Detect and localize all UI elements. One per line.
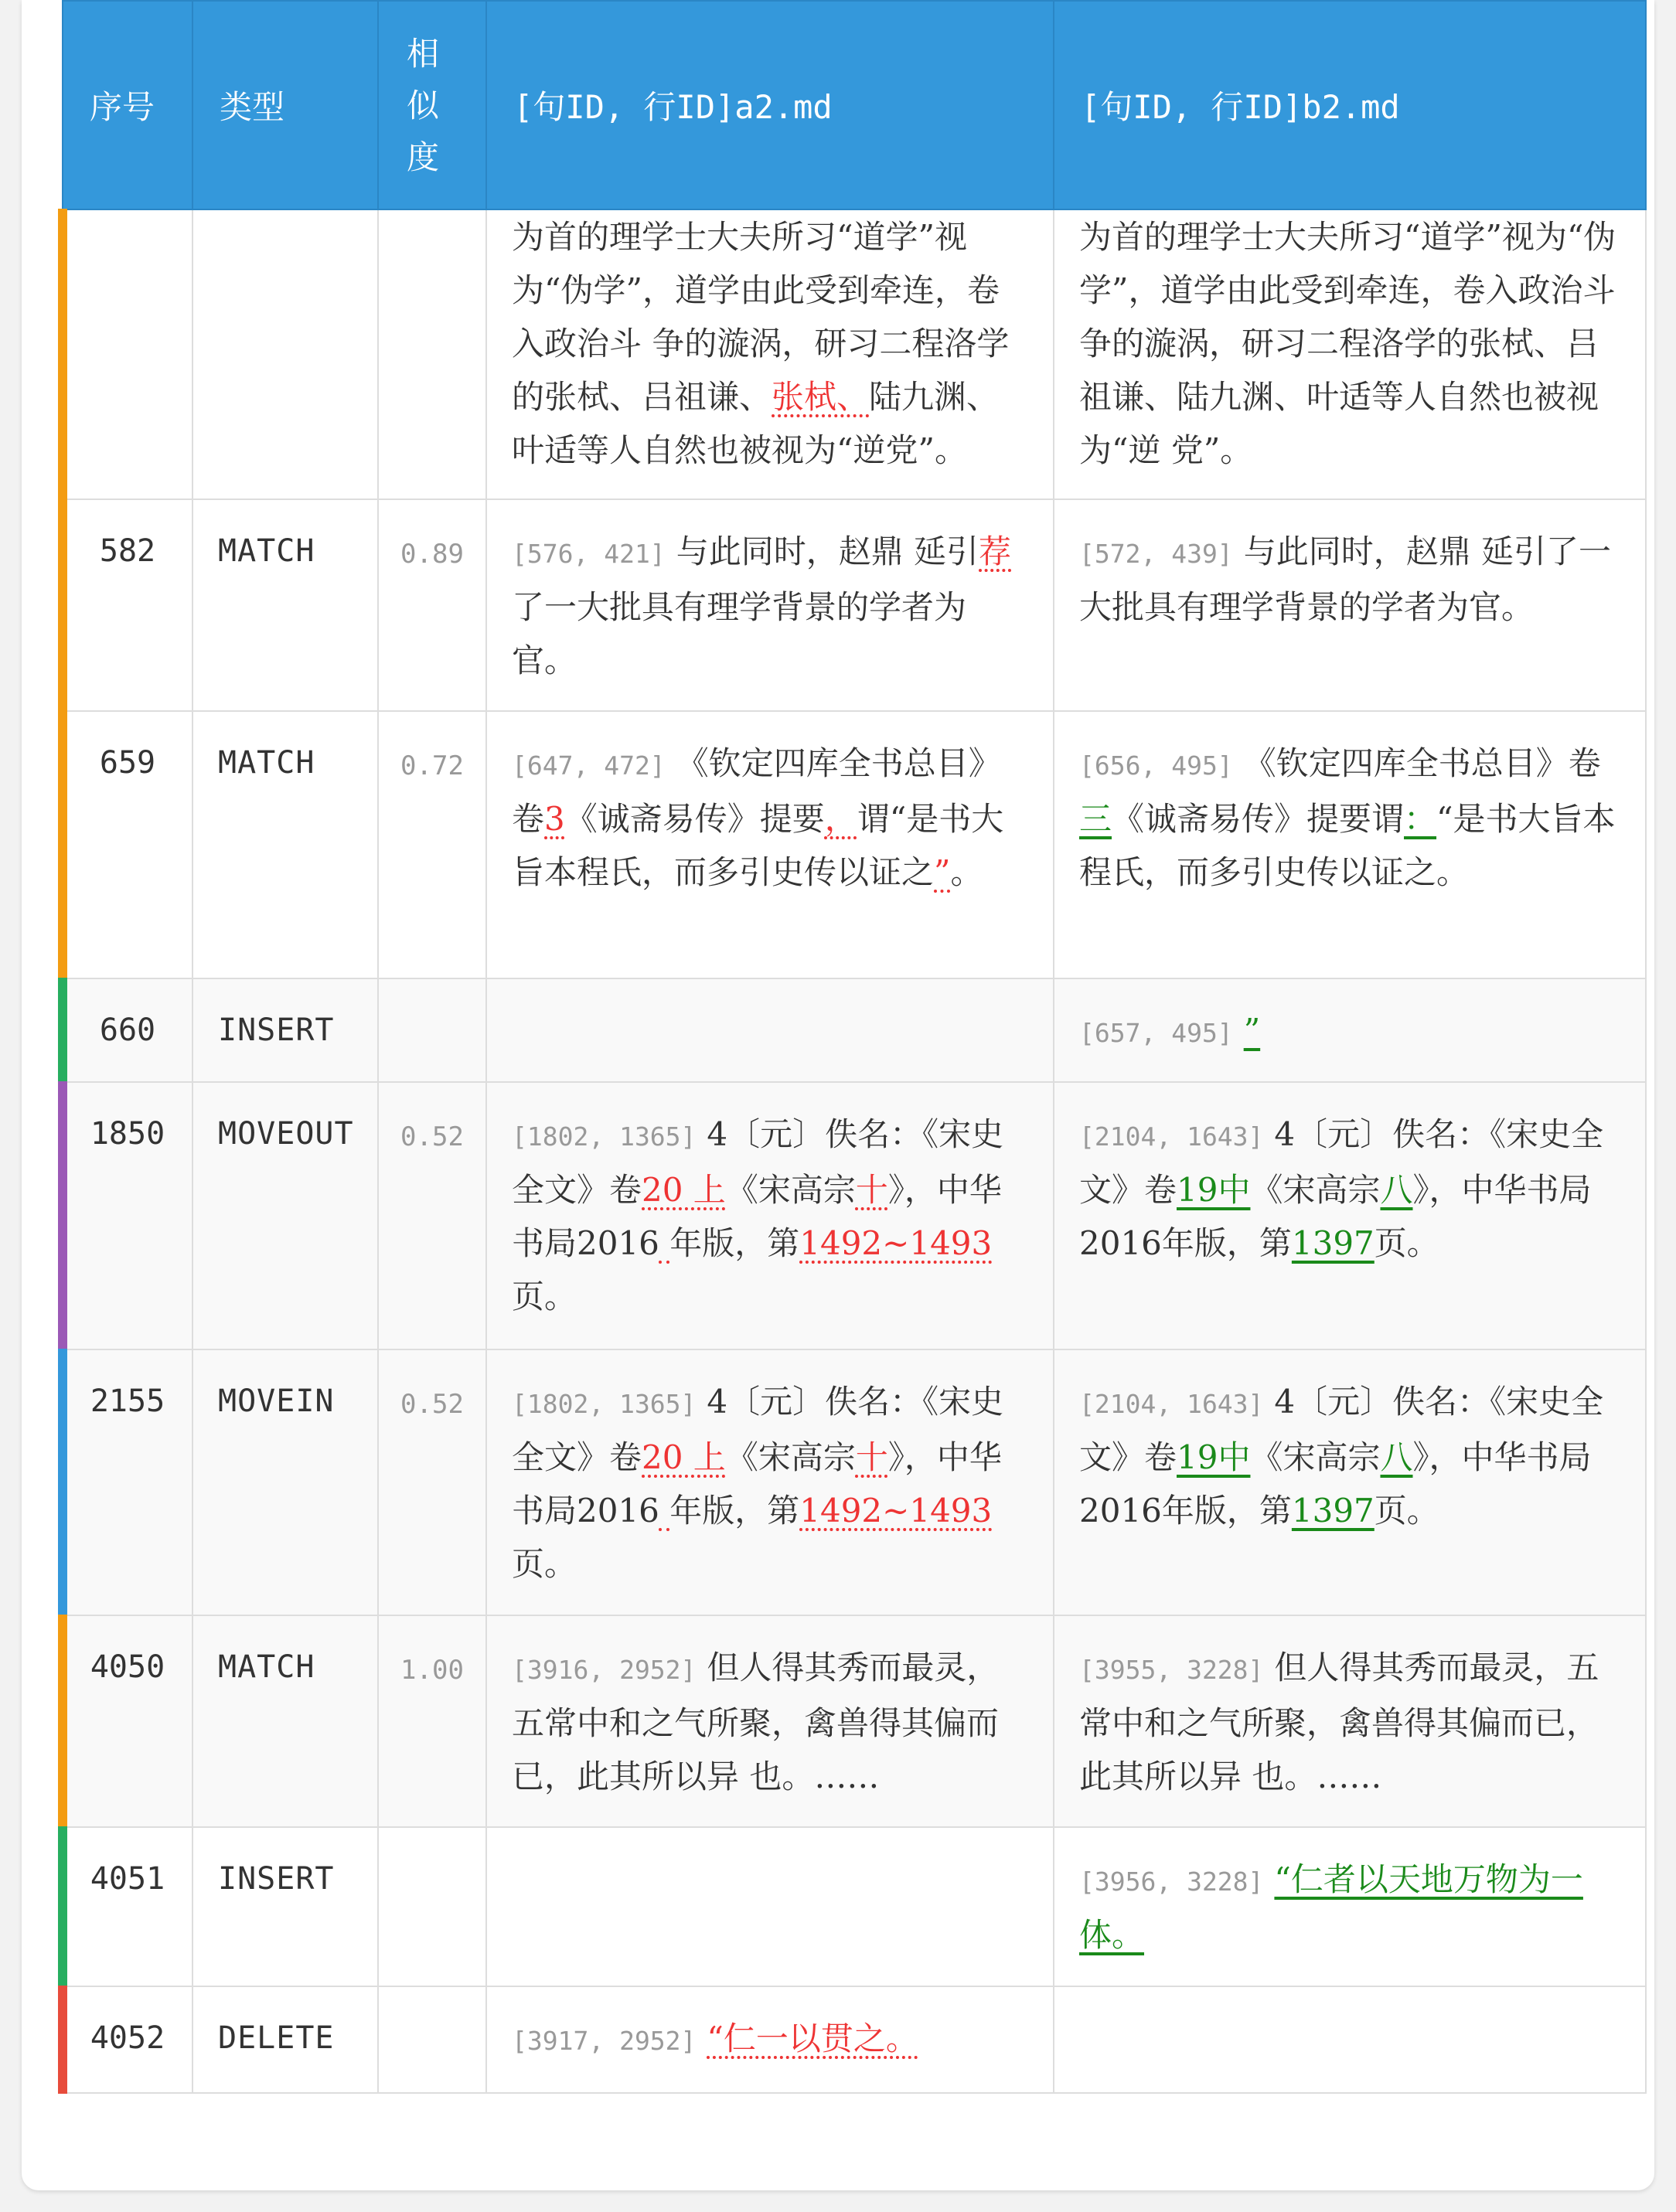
row-similarity — [378, 209, 486, 499]
row-type: MOVEIN — [192, 1349, 378, 1615]
sentence-line-id: [572, 439] — [1079, 539, 1233, 569]
deleted-text: 20 上 — [642, 1438, 726, 1476]
inserted-text: ： — [1404, 800, 1437, 838]
cell-b — [1054, 978, 1646, 1082]
status-bar — [58, 209, 67, 500]
text-segment: 页。 — [512, 1545, 577, 1583]
text-segment: 4〔元〕佚名：《宋史全文》卷 — [1079, 1383, 1604, 1476]
inserted-text: 1397 — [1291, 1224, 1375, 1262]
inserted-text: “仁者以天地万物为一体。 — [1079, 1860, 1583, 1954]
status-bar — [58, 1349, 67, 1616]
table-header — [63, 1, 1646, 209]
cell-a — [486, 978, 1054, 1082]
deleted-text: 20 上 — [642, 1171, 726, 1209]
text-segment: 《宋高宗 — [1250, 1171, 1381, 1209]
text-segment: 《宋高宗 — [1250, 1438, 1381, 1476]
deleted-text: 张栻、 — [772, 378, 870, 416]
sentence-line-id: [3955, 3228] — [1079, 1655, 1264, 1685]
text-segment: “是书大旨本程氏，而多引史传以证之。 — [1079, 800, 1616, 891]
text-segment: 4〔元〕佚名：《宋史全文》卷 — [512, 1383, 1004, 1476]
row-seq: 659 — [63, 711, 192, 978]
cell-a — [486, 711, 1054, 978]
status-bar — [58, 1615, 67, 1828]
table-row — [63, 978, 1646, 1082]
row-similarity: 0.52 — [378, 1082, 486, 1349]
cell-b — [1054, 1615, 1646, 1827]
table-row — [63, 1986, 1646, 2093]
cell-a — [486, 1082, 1054, 1349]
inserted-text: ” — [1243, 1012, 1261, 1050]
row-seq — [63, 209, 192, 499]
inserted-text: 八 — [1380, 1438, 1413, 1476]
text-segment: 》，中华书局2016年版，第 — [1079, 1438, 1592, 1530]
text-segment: 《诚斋易传》提要 — [564, 800, 825, 838]
deleted-text: 1492~1493 — [799, 1492, 993, 1530]
text-segment: 》，中华书局2016 — [512, 1438, 1002, 1530]
text-segment: 陆九渊、叶适等人自然也被视为“逆党”。 — [512, 378, 1000, 469]
row-seq: 2155 — [63, 1349, 192, 1615]
sentence-line-id: [647, 472] — [512, 750, 666, 781]
sentence-line-id: [656, 495] — [1079, 750, 1233, 781]
cell-a — [486, 1827, 1054, 1986]
text-segment: 但人得其秀而最灵，五常中和之气所聚，禽兽得其偏而已，此其所以异 也。…… — [512, 1649, 1000, 1795]
row-seq: 582 — [63, 499, 192, 711]
cell-a — [486, 1986, 1054, 2093]
text-segment: 为首的理学士大夫所习“道学”视为“伪学”，道学由此受到牵连，卷入政治斗 争的漩涡，研习二程洛学的张栻、吕祖谦、陆九渊、叶适等人自然也被视为“逆 党”。 — [1079, 218, 1616, 469]
row-similarity: 0.72 — [378, 711, 486, 978]
sentence-line-id: [1802, 1365] — [512, 1121, 697, 1152]
row-similarity — [378, 1986, 486, 2093]
inserted-text: 19中 — [1177, 1171, 1251, 1209]
row-similarity — [378, 978, 486, 1082]
table-row — [63, 209, 1646, 499]
row-type: INSERT — [192, 978, 378, 1082]
text-segment: 但人得其秀而最灵，五常中和之气所聚，禽兽得其偏而已，此其所以异 也。…… — [1079, 1649, 1599, 1795]
sentence-line-id: [3916, 2952] — [512, 1655, 697, 1685]
sentence-line-id: [3956, 3228] — [1079, 1867, 1264, 1897]
cell-b — [1054, 1986, 1646, 2093]
status-bar — [58, 1081, 67, 1350]
inserted-text: 八 — [1380, 1171, 1413, 1209]
deleted-text: 荐 — [979, 533, 1012, 570]
text-segment: 了一大批具有理学背景的学者为官。 — [512, 588, 967, 679]
cell-b — [1054, 1827, 1646, 1986]
table-row — [63, 499, 1646, 711]
cell-b — [1054, 1349, 1646, 1615]
header-file-b: [句ID, 行ID]b2.md — [1054, 1, 1646, 209]
cell-a — [486, 209, 1054, 499]
sentence-line-id: [1802, 1365] — [512, 1389, 697, 1419]
row-type: DELETE — [192, 1986, 378, 2093]
text-segment: 年版，第 — [669, 1224, 800, 1262]
row-type: MATCH — [192, 1615, 378, 1827]
sentence-line-id: [657, 495] — [1079, 1018, 1233, 1048]
diff-report-card — [22, 0, 1654, 2190]
cell-a — [486, 499, 1054, 711]
cell-a — [486, 1615, 1054, 1827]
table-row — [63, 1349, 1646, 1615]
text-segment: 4〔元〕佚名：《宋史全文》卷 — [512, 1115, 1004, 1209]
row-seq: 1850 — [63, 1082, 192, 1349]
text-segment: 《宋高宗 — [725, 1438, 856, 1476]
row-similarity — [378, 1827, 486, 1986]
text-segment: 《诚斋易传》提要谓 — [1112, 800, 1405, 838]
deleted-text: “仁一以贯之。 — [707, 2020, 918, 2057]
text-segment: 。 — [950, 853, 983, 891]
table-row — [63, 711, 1646, 978]
diff-table — [62, 0, 1647, 2094]
text-segment: 年版，第 — [669, 1492, 800, 1530]
text-segment: 《宋高宗 — [725, 1171, 856, 1209]
row-type — [192, 209, 378, 499]
status-bar — [58, 978, 67, 1083]
row-type: MOVEOUT — [192, 1082, 378, 1349]
cell-b — [1054, 499, 1646, 711]
text-segment: 《钦定四库全书总目》卷 — [1243, 744, 1601, 782]
deleted-text: 1492~1493 — [799, 1224, 993, 1262]
cell-b — [1054, 209, 1646, 499]
status-bar — [58, 1986, 67, 2094]
row-similarity: 0.52 — [378, 1349, 486, 1615]
deleted-text — [659, 1492, 669, 1530]
row-type: INSERT — [192, 1827, 378, 1986]
deleted-text: 十 — [855, 1171, 888, 1209]
text-segment: 页。 — [1374, 1492, 1439, 1530]
row-seq: 4050 — [63, 1615, 192, 1827]
header-type: 类型 — [192, 1, 378, 209]
header-file-a: [句ID, 行ID]a2.md — [486, 1, 1054, 209]
status-bar — [58, 499, 67, 712]
table-body — [63, 209, 1646, 2093]
text-segment: 与此同时，赵鼎 延引了一大批具有理学背景的学者为官。 — [1079, 533, 1612, 626]
sentence-line-id: [576, 421] — [512, 539, 666, 569]
header-similarity-label: 相 似 度 — [407, 34, 440, 176]
header-similarity — [378, 1, 486, 209]
inserted-text: 1397 — [1291, 1492, 1375, 1530]
table-row — [63, 1082, 1646, 1349]
deleted-text: 3 — [544, 800, 565, 838]
text-segment: 》，中华书局2016年版，第 — [1079, 1171, 1592, 1262]
text-segment: 4〔元〕佚名：《宋史全文》卷 — [1079, 1115, 1604, 1209]
status-bar — [58, 1826, 67, 1987]
cell-b — [1054, 711, 1646, 978]
text-segment: 谓“是书大旨本程氏，而多引史传以证之 — [512, 800, 1004, 891]
sentence-line-id: [3917, 2952] — [512, 2026, 697, 2056]
text-segment: 页。 — [1374, 1224, 1439, 1262]
inserted-text: 19中 — [1177, 1438, 1251, 1476]
row-seq: 660 — [63, 978, 192, 1082]
inserted-text: 三 — [1079, 800, 1112, 838]
cell-a — [486, 1349, 1054, 1615]
cell-b — [1054, 1082, 1646, 1349]
deleted-text: ” — [934, 853, 951, 891]
row-similarity: 1.00 — [378, 1615, 486, 1827]
table-row — [63, 1827, 1646, 1986]
text-segment: 》，中华书局2016 — [512, 1171, 1002, 1262]
row-seq: 4051 — [63, 1827, 192, 1986]
row-seq: 4052 — [63, 1986, 192, 2093]
row-type: MATCH — [192, 499, 378, 711]
deleted-text — [659, 1224, 669, 1262]
text-segment: 与此同时，赵鼎 延引 — [676, 533, 979, 570]
deleted-text: 十 — [855, 1438, 888, 1476]
text-segment: 页。 — [512, 1278, 577, 1315]
text-segment: 《钦定四库全书总目》卷 — [512, 744, 1001, 838]
sentence-line-id: [2104, 1643] — [1079, 1121, 1264, 1152]
status-bar — [58, 710, 67, 979]
table-row — [63, 1615, 1646, 1827]
row-type: MATCH — [192, 711, 378, 978]
row-similarity: 0.89 — [378, 499, 486, 711]
sentence-line-id: [2104, 1643] — [1079, 1389, 1264, 1419]
text-segment: 为首的理学士大夫所习“道学”视为“伪学”，道学由此受到牵连，卷入政治斗 争的漩涡，研习二程洛学的张栻、吕祖谦、 — [512, 218, 1010, 416]
deleted-text: ， — [824, 800, 857, 838]
header-seq: 序号 — [63, 1, 192, 209]
